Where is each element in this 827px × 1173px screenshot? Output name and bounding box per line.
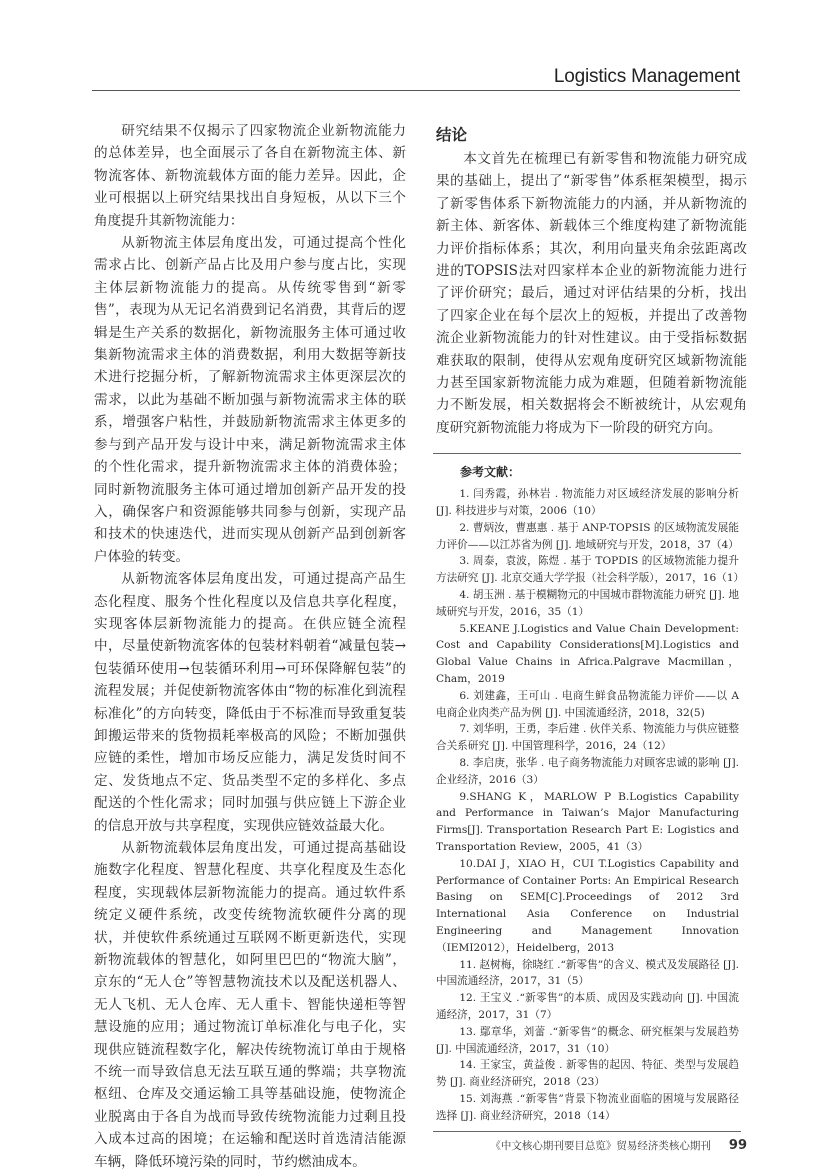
page-number: 99 [728, 1137, 747, 1153]
reference-item: 5.KEANE J.Logistics and Value Chain Development: Cost and Capability Considerations[M].Logistics and Global Value Chains in Africa.Palgrave Macmillan，Cham，2019 [436, 622, 739, 686]
right-column [436, 120, 747, 1153]
reference-item: 2. 曹炳汝，曹惠惠 . 基于 ANP-TOPSIS 的区域物流发展能力评价——以江苏省为例 [J]. 地域研究与开发，2018，37（4） [436, 521, 739, 551]
body-paragraph: 从新物流载体层角度出发，可通过提高基础设施数字化程度、智慧化程度、共享化程度及生态化程度，实现载体层新物流能力的提高。通过软件系统定义硬件系统，改变传统物流软硬件分离的现状，并使软件系统通过互联网不断更新迭代，实现新物流载体的智慧化，如阿里巴巴的“物流大脑”，京东的“无人仓”等智慧物流技术以及配送机器人、无人飞机、无人仓库、无人重卡、智能快递柜等智慧设施的应用；通过物流订单标准化与电子化，实现供应链流程数字化，解决传统物流订单由于规格不统一而导致信息无法互联互通的弊端；共享物流枢纽、仓库及交通运输工具等基础设施，使物流企业脱离由于各自为战而导致传统物流能力过剩且投入成本过高的困境；在运输和配送时首选清洁能源车辆，降低环境污染的同时，节约燃油成本。 [94, 840, 406, 1170]
reference-item: 11. 赵树梅，徐晓红 .“新零售”的含义、模式及发展路径 [J]. 中国流通经济，2017，31（5） [436, 958, 739, 988]
reference-item: 7. 刘华明，王勇，李后建 . 伙伴关系、物流能力与供应链整合关系研究 [J]. 中国管理科学，2016，24（12） [436, 723, 739, 753]
conclusion-paragraph: 本文首先在梳理已有新零售和物流能力研究成果的基础上，提出了“新零售”体系框架模型，揭示了新零售体系下新物流能力的内涵，并从新物流的新主体、新客体、新载体三个维度构建了新物流能力评价指标体系；其次，利用向量夹角余弦距离改进的TOPSIS法对四家样本企业的新物流能力进行了评价研究；最后，通过对评估结果的分析，找出了四家企业在每个层次上的短板，并提出了改善物流企业新物流能力的针对性建议。由于受指标数据难获取的限制，使得从宏观角度研究区域新物流能力甚至国家新物流能力成为难题，但随着新物流能力不断发展，相关数据将会不断被统计，从宏观角度研究新物流能力将成为下一阶段的研究方向。 [436, 151, 747, 436]
references-bottom-divider [433, 1131, 741, 1132]
left-column [94, 120, 406, 1173]
header-title: Logistics Management [553, 66, 740, 87]
reference-item: 4. 胡玉洲 . 基于模糊物元的中国城市群物流能力研究 [J]. 地域研究与开发，2016，35（1） [436, 589, 739, 618]
reference-item: 10.DAI J，XIAO H，CUI T.Logistics Capability and Performance of Container Ports: An Empirical Research Basing on SEM[C].Proceedings of 2012 3rd International Asia Conference on Industrial Engineering and Management Innovation（IEMI2012），Heidelberg，2013 [436, 857, 739, 954]
body-paragraph: 从新物流主体层角度出发，可通过提高个性化需求占比、创新产品占比及用户参与度占比，实现主体层新物流能力的提高。从传统零售到“新零售”，表现为从无记名消费到记名消费，其背后的逻辑是生产关系的数据化，新物流服务主体可通过收集新物流需求主体的消费数据，利用大数据等新技术进行挖掘分析，了解新物流需求主体更深层次的需求，以此为基础不断加强与新物流需求主体的联系，增强客户粘性，并鼓励新物流需求主体更多的参与到产品开发与设计中来，满足新物流需求主体的个性化需求，提升新物流需求主体的消费体验；同时新物流服务主体可通过增加创新产品开发的投入，确保客户和资源能够共同参与创新，实现产品和技术的快速迭代，进而实现从创新产品到创新客户体验的转变。 [94, 235, 406, 565]
page-footer [490, 1138, 747, 1153]
reference-item: 1. 闫秀霞，孙林岩 . 物流能力对区域经济发展的影响分析 [J]. 科技进步与对策，2006（10） [436, 488, 739, 518]
reference-item: 14. 王家宝，黄益俊 . 新零售的起因、特征、类型与发展趋势 [J]. 商业经济研究，2018（23） [436, 1059, 739, 1089]
footer-journal: 《中文核心期刊要目总览》贸易经济类核心期刊 [490, 1139, 711, 1152]
reference-item: 8. 李启庚，张华 . 电子商务物流能力对顾客忠诚的影响 [J]. 企业经济，2016（3） [436, 757, 739, 786]
conclusion-heading: 结论 [436, 126, 468, 144]
body-paragraph: 从新物流客体层角度出发，可通过提高产品生态化程度、服务个性化程度以及信息共享化程度，实现客体层新物流能力的提高。在供应链全流程中，尽量使新物流客体的包装材料朝着“减量包装→包装循环使用→包装循环利用→可环保降解包装”的流程发展；并促使新物流客体由“物的标准化到流程标准化”的方向转变，降低由于不标准而导致重复装卸搬运带来的货物损耗率极高的风险；不断加强供应链的柔性，增加市场反应能力，满足发货时间不定、发货地点不定、货品类型不定的多样化、多点配送的个性化需求；同时加强与供应链上下游企业的信息开放与共享程度，实现供应链效益最大化。 [94, 571, 406, 834]
reference-item: 13. 鄢章华，刘蕾 .“新零售”的概念、研究框架与发展趋势 [J]. 中国流通经济，2017，31（10） [436, 1025, 739, 1055]
header-divider [92, 90, 740, 91]
body-paragraph: 研究结果不仅揭示了四家物流企业新物流能力的总体差异，也全面展示了各自在新物流主体、新物流客体、新物流载体方面的能力差异。因此，企业可根据以上研究结果找出自身短板，从以下三个角度提升其新物流能力： [94, 123, 406, 229]
references-heading: 参考文献： [460, 465, 521, 480]
reference-item: 3. 周泰，袁波，陈煜 . 基于 TOPDIS 的区域物流能力提升方法研究 [J]. 北京交通大学学报（社会科学版），2017，16（1） [436, 555, 745, 585]
reference-item: 12. 王宝义 .“新零售”的本质、成因及实践动向 [J]. 中国流通经济，2017，31（7） [436, 992, 739, 1021]
reference-item: 15. 刘海燕 .“新零售”背景下物流业面临的困境与发展路径选择 [J]. 商业经济研究，2018（14） [436, 1092, 739, 1122]
reference-item: 9.SHANG K，MARLOW P B.Logistics Capability and Performance in Taiwan’s Major Manufacturing Firms[J]. Transportation Research Part E: Logistics and Transportation Review，2005，41（3） [436, 790, 739, 854]
conclusion-section [436, 120, 747, 439]
references-section [436, 454, 745, 1130]
reference-item: 6. 刘建鑫，王可山 . 电商生鲜食品物流能力评价——以 A 电商企业肉类产品为例 [J]. 中国流通经济，2018，32(5) [436, 689, 739, 719]
